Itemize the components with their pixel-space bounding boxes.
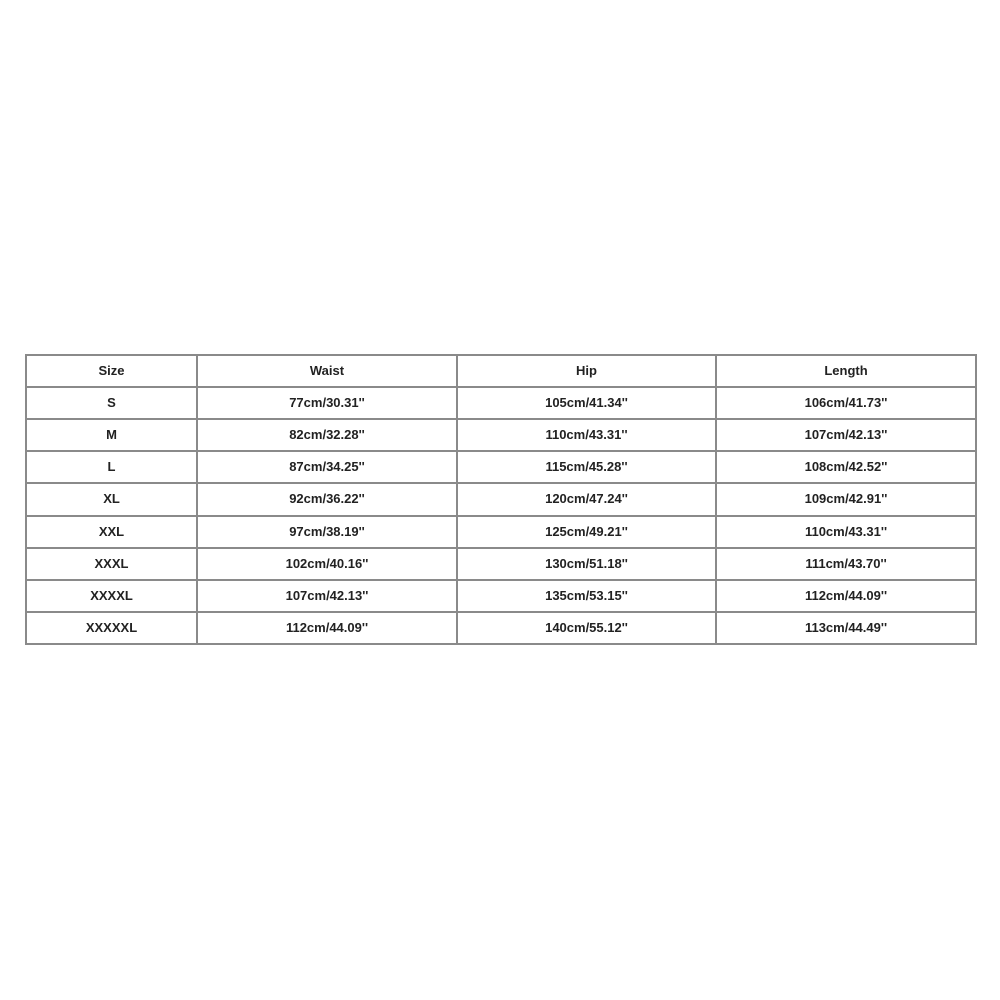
cell-waist: 87cm/34.25'' [197, 451, 457, 483]
cell-waist: 102cm/40.16'' [197, 548, 457, 580]
cell-hip: 140cm/55.12'' [457, 612, 716, 644]
cell-length: 110cm/43.31'' [716, 516, 976, 548]
cell-length: 111cm/43.70'' [716, 548, 976, 580]
table-row [26, 419, 976, 451]
cell-length: 107cm/42.13'' [716, 419, 976, 451]
cell-size: XXL [26, 516, 197, 548]
size-chart-table [25, 354, 977, 645]
cell-waist: 112cm/44.09'' [197, 612, 457, 644]
cell-size: S [26, 387, 197, 419]
table-row [26, 516, 976, 548]
table-header-row [26, 355, 976, 387]
cell-hip: 130cm/51.18'' [457, 548, 716, 580]
table-row [26, 483, 976, 515]
cell-size: L [26, 451, 197, 483]
cell-length: 106cm/41.73'' [716, 387, 976, 419]
header-length: Length [716, 355, 976, 387]
cell-size: XXXXL [26, 580, 197, 612]
header-waist: Waist [197, 355, 457, 387]
cell-length: 112cm/44.09'' [716, 580, 976, 612]
cell-hip: 125cm/49.21'' [457, 516, 716, 548]
cell-size: XXXXXL [26, 612, 197, 644]
cell-waist: 77cm/30.31'' [197, 387, 457, 419]
table-row [26, 451, 976, 483]
cell-waist: 107cm/42.13'' [197, 580, 457, 612]
table-row [26, 548, 976, 580]
cell-hip: 110cm/43.31'' [457, 419, 716, 451]
cell-hip: 115cm/45.28'' [457, 451, 716, 483]
cell-waist: 92cm/36.22'' [197, 483, 457, 515]
header-size: Size [26, 355, 197, 387]
cell-hip: 105cm/41.34'' [457, 387, 716, 419]
cell-length: 113cm/44.49'' [716, 612, 976, 644]
cell-waist: 97cm/38.19'' [197, 516, 457, 548]
cell-hip: 135cm/53.15'' [457, 580, 716, 612]
header-hip: Hip [457, 355, 716, 387]
cell-size: M [26, 419, 197, 451]
table-row [26, 612, 976, 644]
cell-length: 108cm/42.52'' [716, 451, 976, 483]
table-row [26, 580, 976, 612]
table-row [26, 387, 976, 419]
cell-hip: 120cm/47.24'' [457, 483, 716, 515]
cell-length: 109cm/42.91'' [716, 483, 976, 515]
cell-waist: 82cm/32.28'' [197, 419, 457, 451]
cell-size: XL [26, 483, 197, 515]
cell-size: XXXL [26, 548, 197, 580]
